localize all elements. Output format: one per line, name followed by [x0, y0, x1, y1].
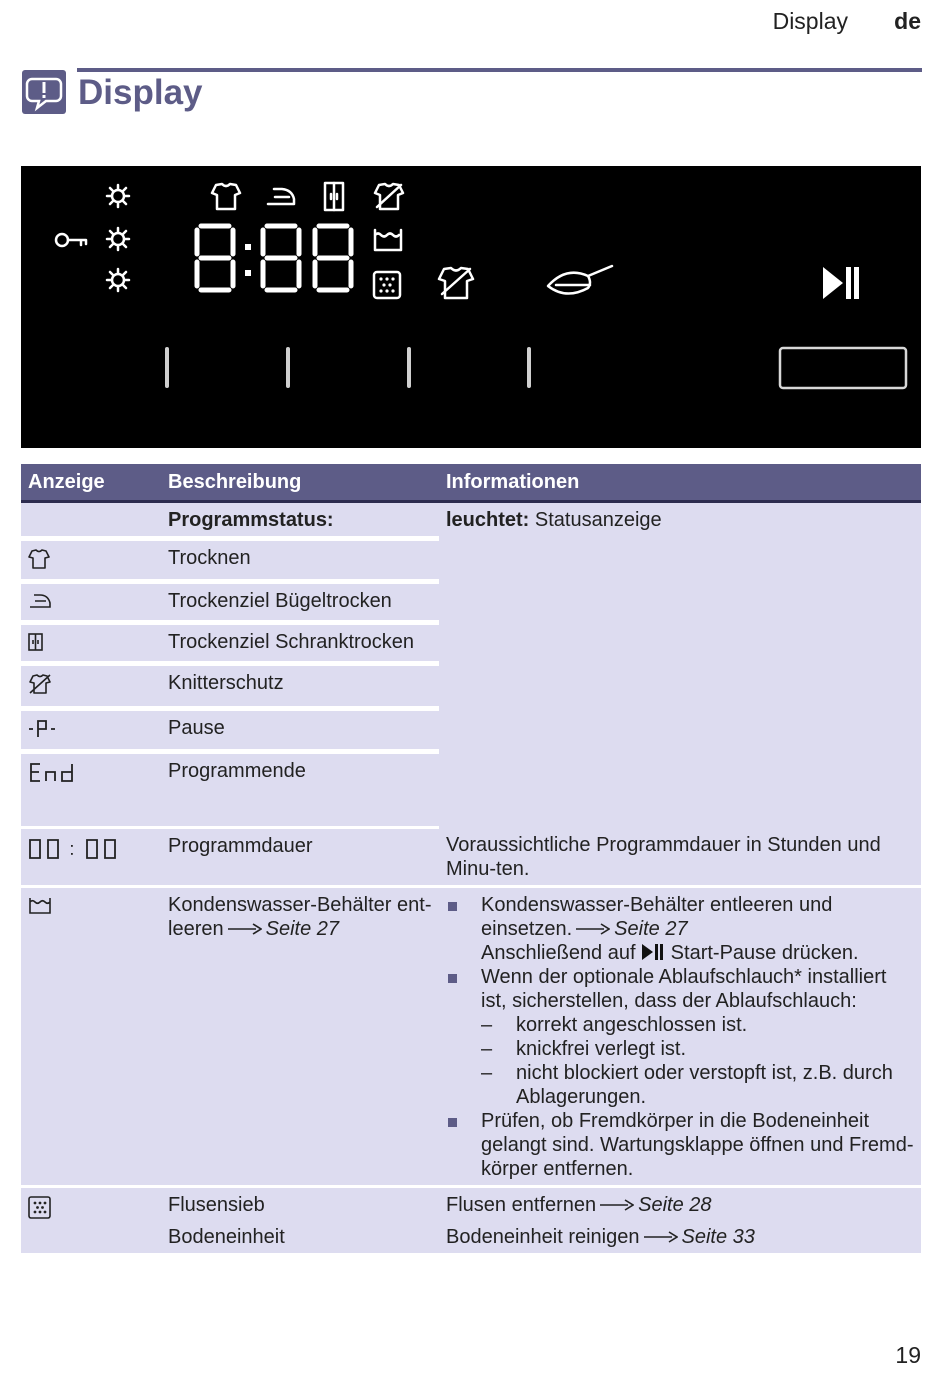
water-container-icon [28, 896, 52, 916]
arrow-right-icon [228, 923, 262, 935]
program-status-info: leuchtet: Statusanzeige [439, 502, 921, 828]
list-item: Prüfen, ob Fremdkörper in die Bodeneinheit gelangt sind. Wartungsklappe öffnen und Fremd-körper entfernen. [446, 1109, 914, 1181]
running-header-section: Display [772, 8, 848, 34]
start-pause-icon [641, 943, 665, 961]
col-header-anzeige: Anzeige [21, 464, 161, 502]
duration-info: Voraussichtliche Programmdauer in Stunden und Minu-ten. [439, 828, 921, 887]
table-header-row [21, 464, 921, 502]
program-status-label: Programmstatus: [161, 502, 439, 539]
status-item-text: Pause [161, 709, 439, 752]
filter-info: Flusen entfernen Seite 28 Bodeneinheit reinigen Seite 33 [439, 1186, 921, 1253]
water-info [439, 886, 921, 1186]
display-warning-icon [22, 70, 66, 114]
table-row [21, 886, 921, 1186]
sun-icon-bottom [107, 269, 129, 291]
eco-leaf-icon [548, 266, 612, 294]
shirt-icon [28, 549, 50, 569]
touch-buttons [167, 349, 529, 386]
anti-crease-icon [375, 184, 403, 209]
col-header-informationen: Informationen [439, 464, 921, 502]
table-row [21, 828, 921, 887]
page-number: 19 [895, 1342, 921, 1368]
status-item-text: Trocknen [161, 539, 439, 582]
page-title: Display [78, 73, 203, 112]
arrow-right-icon [644, 1231, 678, 1243]
water-desc: Kondenswasser-Behälter ent-leeren Seite 27 [161, 886, 439, 1186]
list-item: – knickfrei verlegt ist. [481, 1037, 914, 1061]
list-item: Kondenswasser-Behälter entleeren und einsetzen. Seite 27 Anschließend auf Start-Pause drücken. [446, 893, 914, 965]
filter-desc: Flusensieb Bodeneinheit [161, 1186, 439, 1253]
col-header-beschreibung: Beschreibung [161, 464, 439, 502]
start-pause-touch-field [780, 348, 906, 388]
filter-icon [28, 1196, 52, 1220]
table-row [21, 502, 921, 539]
water-container-icon [375, 230, 401, 250]
time-display-digits [197, 226, 351, 290]
iron-icon [28, 592, 52, 610]
start-pause-icon [823, 267, 859, 299]
status-item-text: Trockenziel Bügeltrocken [161, 582, 439, 623]
child-lock-key-icon [56, 234, 86, 246]
status-item-text: Trockenziel Schranktrocken [161, 623, 439, 664]
list-item: Wenn der optionale Ablaufschlauch* installiert ist, sicherstellen, dass der Ablaufschlauch: – korrekt angeschlossen ist. – knickfrei verlegt ist. – nicht blockiert oder verstopft ist, z.B. durch Ablagerungen. [446, 965, 914, 1109]
anti-crease-icon-large [439, 268, 473, 298]
display-panel [21, 166, 921, 448]
table-row [21, 1186, 921, 1253]
duration-desc: Programmdauer [161, 828, 439, 887]
cupboard-icon [325, 183, 343, 210]
iron-icon [268, 189, 294, 204]
display-symbols-table [21, 464, 921, 1253]
pause-symbol-icon [28, 719, 58, 739]
end-symbol-icon [28, 762, 78, 784]
cupboard-icon [28, 633, 44, 651]
status-item-text: Programmende [161, 752, 439, 828]
title-rule [77, 68, 922, 72]
status-item-text: Knitterschutz [161, 664, 439, 709]
sun-icon-top [107, 185, 129, 207]
sun-icon-middle [107, 228, 129, 250]
duration-symbol-icon [28, 837, 118, 861]
list-item: – nicht blockiert oder verstopft ist, z.B. durch Ablagerungen. [481, 1061, 914, 1109]
filter-icon [374, 272, 400, 298]
arrow-right-icon [600, 1199, 634, 1211]
shirt-icon [212, 184, 240, 209]
arrow-right-icon [576, 923, 610, 935]
running-header-language: de [894, 8, 921, 34]
list-item: – korrekt angeschlossen ist. [481, 1013, 914, 1037]
anti-crease-icon [28, 674, 52, 696]
